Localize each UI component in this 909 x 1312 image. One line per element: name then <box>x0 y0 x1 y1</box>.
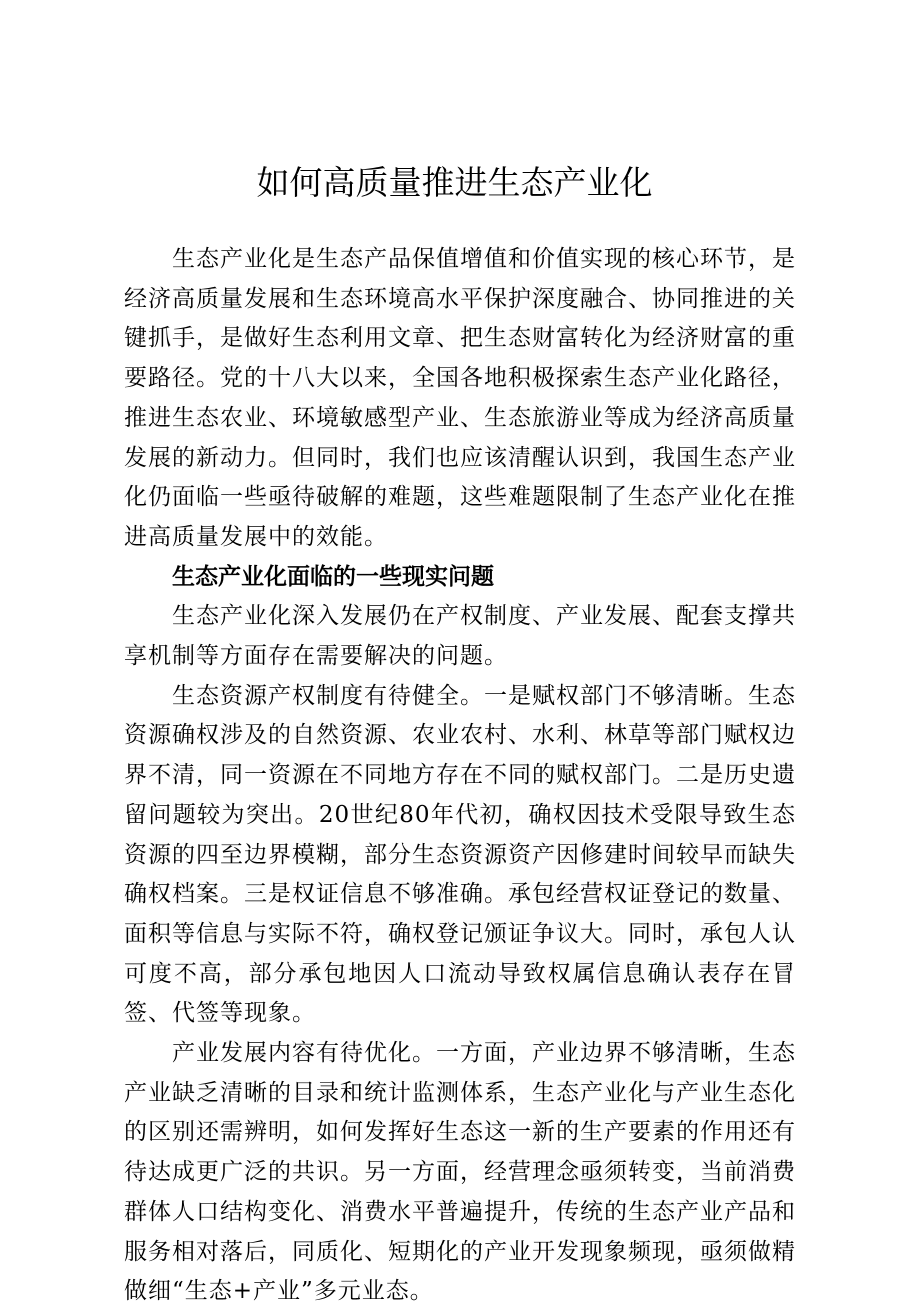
paragraph-industry-development: 产业发展内容有待优化。一方面，产业边界不够清晰，生态产业缺乏清晰的目录和统计监测体系，生态产业化与产业生态化的区别还需辨明，如何发挥好生态这一新的生产要素的作用还有待达成更广泛的共识。另一方面，经营理念亟须转变，当前消费群体人口结构变化、消费水平普遍提升，传统的生态产业产品和服务相对落后，同质化、短期化的产业开发现象频现，亟须做精做细“生态+产业”多元业态。 <box>124 1040 796 1305</box>
paragraph-overview: 生态产业化深入发展仍在产权制度、产业发展、配套支撑共享机制等方面存在需要解决的问题。 <box>124 603 796 670</box>
paragraph-intro: 生态产业化是生态产品保值增值和价值实现的核心环节，是经济高质量发展和生态环境高水平保护深度融合、协同推进的关键抓手，是做好生态利用文章、把生态财富转化为经济财富的重要路径。党的十八大以来，全国各地积极探索生态产业化路径，推进生态农业、环境敏感型产业、生态旅游业等成为经济高质量发展的新动力。但同时，我们也应该清醒认识到，我国生态产业化仍面临一些亟待破解的难题，这些难题限制了生态产业化在推进高质量发展中的效能。 <box>124 246 796 550</box>
document-body <box>124 240 796 1312</box>
section-heading: 生态产业化面临的一些现实问题 <box>172 563 494 590</box>
paragraph-property-rights: 生态资源产权制度有待健全。一是赋权部门不够清晰。生态资源确权涉及的自然资源、农业农村、水利、林草等部门赋权边界不清，同一资源在不同地方存在不同的赋权部门。二是历史遗留问题较为突出。20世纪80年代初，确权因技术受限导致生态资源的四至边界模糊，部分生态资源资产因修建时间较早而缺失确权档案。三是权证信息不够准确。承包经营权证登记的数量、面积等信息与实际不符，确权登记颁证争议大。同时，承包人认可度不高，部分承包地因人口流动导致权属信息确认表存在冒签、代签等现象。 <box>124 682 796 1027</box>
document-title: 如何高质量推进生态产业化 <box>256 163 653 202</box>
